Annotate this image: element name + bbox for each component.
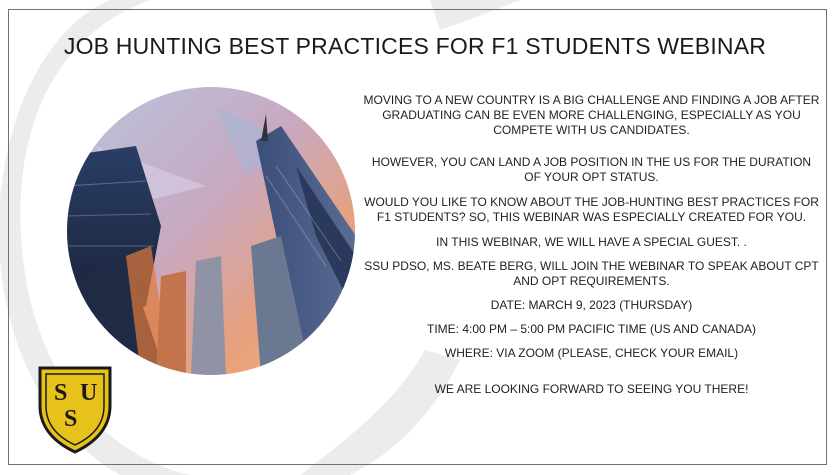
paragraph-question: WOULD YOU LIKE TO KNOW ABOUT THE JOB-HUNTING BEST PRACTICES FOR F1 STUDENTS? SO, THIS WEBINAR WAS ESPECIALLY CREATED FOR YOU. <box>364 195 819 224</box>
paragraph-speaker: SSU PDSO, MS. BEATE BERG, WILL JOIN THE WEBINAR TO SPEAK ABOUT CPT AND OPT REQUIREMENTS. <box>364 259 819 288</box>
logo-letter-s1: S <box>54 380 68 406</box>
logo-letter-u: U <box>80 380 98 406</box>
paragraph-date: DATE: MARCH 9, 2023 (THURSDAY) <box>490 298 693 312</box>
paragraph-opt: HOWEVER, YOU CAN LAND A JOB POSITION IN THE US FOR THE DURATION OF YOUR OPT STATUS. <box>371 155 812 184</box>
paragraph-guest: IN THIS WEBINAR, WE WILL HAVE A SPECIAL GUEST. . <box>436 235 747 249</box>
paragraph-closing: WE ARE LOOKING FORWARD TO SEEING YOU THERE! <box>434 382 749 396</box>
city-skyscrapers-image <box>66 86 356 376</box>
webinar-description <box>363 93 820 397</box>
slide-title: JOB HUNTING BEST PRACTICES FOR F1 STUDENTS WEBINAR <box>63 33 767 59</box>
logo-letter-s2: S <box>64 406 78 432</box>
ssu-shield-logo <box>36 364 114 454</box>
paragraph-intro: MOVING TO A NEW COUNTRY IS A BIG CHALLENGE AND FINDING A JOB AFTER GRADUATING CAN BE EVEN MORE CHALLENGING, ESPECIALLY AS YOU COMPETE WITH US CANDIDATES. <box>363 93 820 137</box>
paragraph-where: WHERE: VIA ZOOM (PLEASE, CHECK YOUR EMAIL) <box>444 346 739 360</box>
paragraph-time: TIME: 4:00 PM – 5:00 PM PACIFIC TIME (US AND CANADA) <box>427 322 756 336</box>
